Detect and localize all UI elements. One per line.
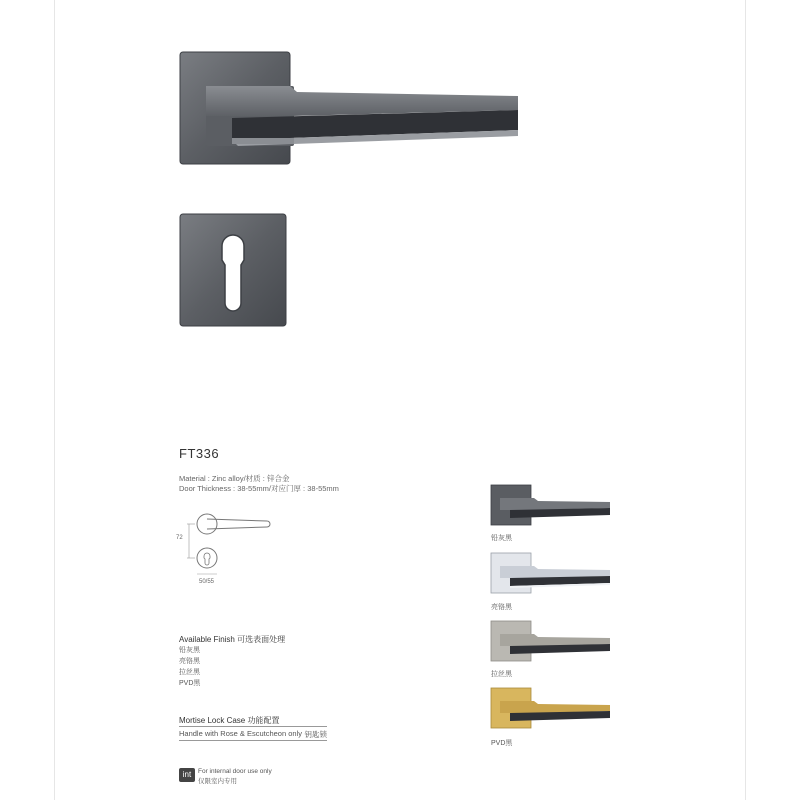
internal-use-note-en: For internal door use only <box>198 768 272 775</box>
width-dimension-label: 50/55 <box>199 579 215 585</box>
finish-item: 拉丝黑 <box>179 669 200 676</box>
height-dimension-label: 72 <box>176 535 183 541</box>
finish-swatch-bright-chrome <box>488 552 612 596</box>
swatch-label: PVD黑 <box>491 740 513 747</box>
finish-swatch-brushed <box>488 620 612 664</box>
finish-item: PVD黑 <box>179 680 201 687</box>
finish-item: 铅灰黑 <box>179 647 200 654</box>
swatch-label: 拉丝黑 <box>491 671 512 678</box>
lock-case-divider <box>179 726 327 727</box>
swatch-label: 亮铬黑 <box>491 604 512 611</box>
finish-swatch-lead-grey <box>488 484 612 528</box>
internal-use-note-cn: 仅限室内专用 <box>198 778 237 785</box>
available-finish-title: Available Finish 可选表面处理 <box>179 635 286 644</box>
door-thickness-spec: Door Thickness : 38-55mm/对应门厚 : 38-55mm <box>179 484 339 493</box>
swatch-label: 铅灰黑 <box>491 535 512 542</box>
lock-case-key-option: 钥匙锁 <box>304 730 327 739</box>
lock-case-option: Handle with Rose & Escutcheon only <box>179 729 302 738</box>
page-border-left <box>54 0 55 800</box>
lock-case-row <box>179 729 327 738</box>
internal-use-badge: int <box>179 768 195 782</box>
finish-swatch-pvd <box>488 687 612 731</box>
finish-item: 亮铬黑 <box>179 658 200 665</box>
material-spec: Material : Zinc alloy/材质 : 锌合金 <box>179 474 290 483</box>
lock-case-divider <box>179 740 327 741</box>
page-border-right <box>745 0 746 800</box>
hero-product-image <box>172 44 532 334</box>
dimension-diagram <box>175 508 275 590</box>
model-number: FT336 <box>179 446 220 461</box>
lock-case-title: Mortise Lock Case 功能配置 <box>179 716 280 725</box>
